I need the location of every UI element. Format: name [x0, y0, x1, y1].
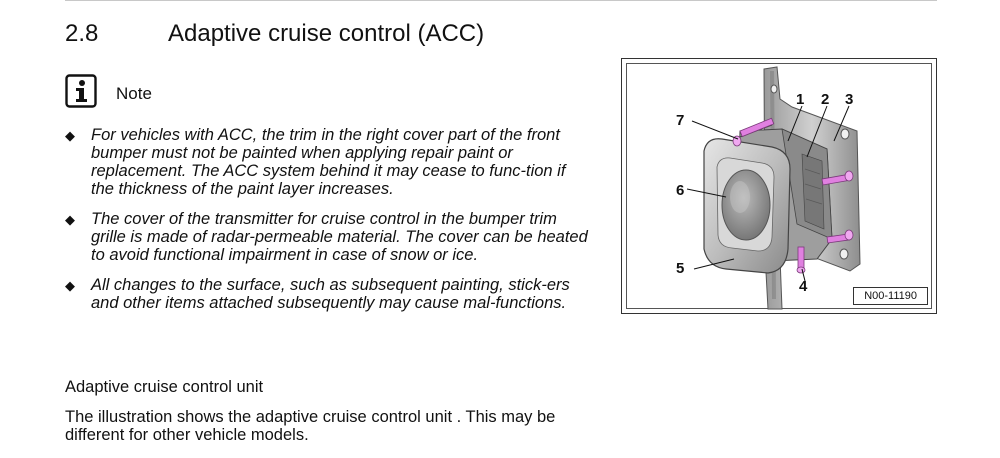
callout-5: 5 [676, 260, 685, 277]
subsection-body: The illustration shows the adaptive cruise control unit . This may be different for other vehicle models. [65, 408, 556, 444]
callout-3: 3 [845, 91, 854, 108]
note-bullet-list [65, 126, 590, 324]
acc-unit-drawing [622, 59, 938, 315]
callout-6: 6 [676, 182, 685, 199]
callout-4: 4 [799, 278, 808, 295]
callout-7: 7 [676, 112, 685, 129]
bullet-text: For vehicles with ACC, the trim in the right cover part of the front bumper must not be painted when applying repair paint or replacement. The ACC system behind it may cease to func-tion if the thickness of the paint layer increases. [91, 126, 566, 198]
diamond-bullet-icon: ◆ [65, 212, 75, 227]
list-item [65, 210, 590, 264]
diamond-bullet-icon: ◆ [65, 128, 75, 143]
screw-bottom [797, 247, 805, 273]
bullet-text: All changes to the surface, such as subsequent painting, stick-ers and other items attached subsequently may cause mal-functions. [91, 276, 570, 312]
figure-reference: N00-11190 [853, 287, 928, 305]
bullet-text: The cover of the transmitter for cruise control in the bumper trim grille is made of radar-permeable material. The cover can be heated to avoid functional impairment in case of snow or ice. [91, 210, 588, 264]
list-item [65, 126, 590, 198]
section-title: Adaptive cruise control (ACC) [168, 20, 485, 47]
acc-unit-illustration [621, 58, 937, 314]
top-rule [65, 0, 937, 1]
diamond-bullet-icon: ◆ [65, 278, 75, 293]
note-label: Note [116, 84, 152, 103]
list-item [65, 276, 590, 312]
section-number: 2.8 [65, 20, 99, 47]
subsection-heading: Adaptive cruise control unit [65, 378, 264, 396]
callout-1: 1 [796, 91, 805, 108]
info-icon [65, 74, 97, 108]
callout-2: 2 [821, 91, 830, 108]
transmitter-cover [704, 139, 790, 273]
